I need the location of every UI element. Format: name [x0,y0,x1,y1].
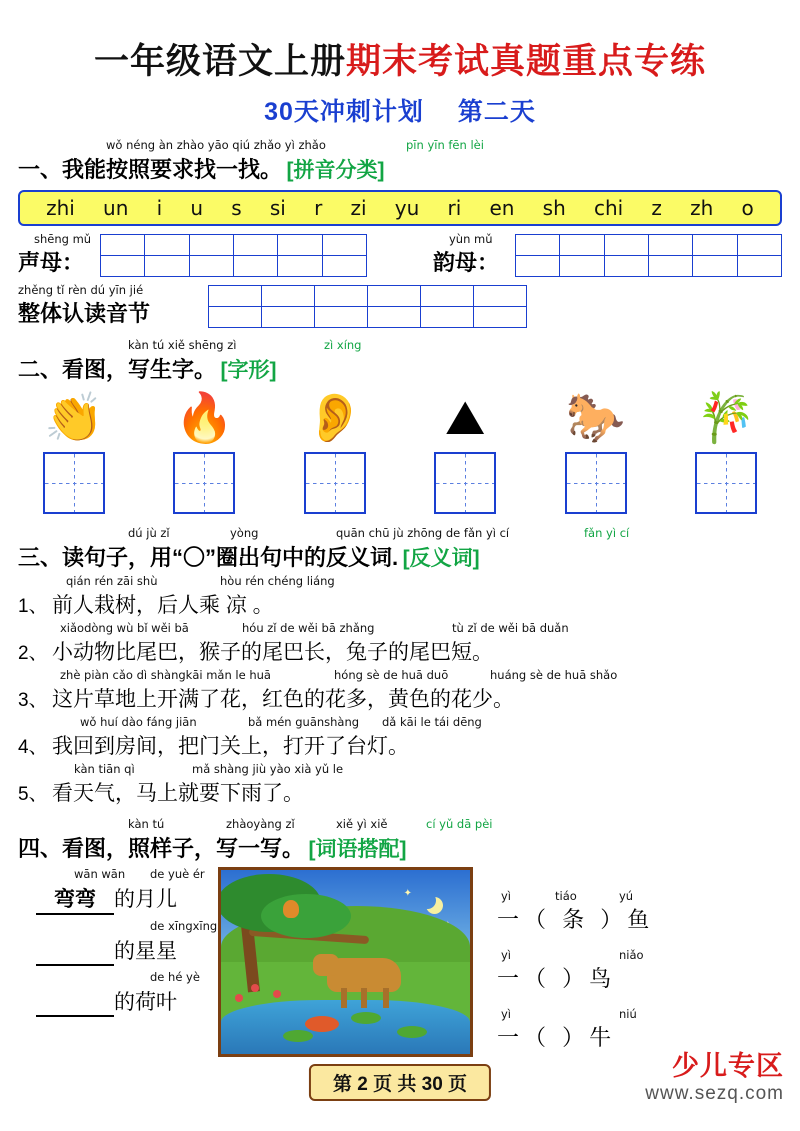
q2-tianzige-5[interactable] [565,452,627,514]
q3-item-1-number: 1、 [18,596,48,617]
q4-tag-pinyin: cí yǔ dā pèi [426,817,493,831]
q1-grid-shengmu[interactable] [100,234,367,277]
flower-icon-2 [273,990,281,998]
page-subtitle [18,92,782,128]
q4-body [18,867,782,1066]
q3-item-1 [18,574,782,619]
q4-heading-line [18,832,782,863]
q4-left-3-suffix: 的荷叶 [114,991,177,1014]
subtitle-plan: 30天冲刺计划 [264,98,424,126]
q3-item-3-text[interactable]: 这片草地上开满了花，红色的花多，黄色的花少。 [52,688,514,711]
q3-heading-line [18,541,782,572]
syllable-13: z [651,196,662,220]
cow-leg-2 [361,988,367,1008]
lily-pad-3 [283,1030,313,1042]
q4-left-1-suffix: 的月儿 [114,888,177,911]
q3-item-5-line [18,777,782,807]
q3-item-3 [18,668,782,713]
q2-tianzige-6[interactable] [695,452,757,514]
lily-pad-1 [351,1012,381,1024]
q3-item-4-line [18,730,782,760]
question-4 [18,817,782,1066]
q4-right-1-text[interactable]: 一（ 条 ）鱼 [497,907,655,932]
q1-heading-pinyin: wǒ néng àn zhào yāo qiú zhǎo yì zhǎo [106,138,326,152]
q3-tag-pinyin: fǎn yì cí [584,526,630,540]
q4-heading-pinyin-c: xiě yì xiě [336,817,388,831]
q4-left-1-blank[interactable]: 弯弯 [36,883,114,915]
q3-item-5-pinyin [52,762,782,777]
cow-leg-1 [341,988,347,1008]
q3-item-5 [18,762,782,807]
q3-item-2-pinyin-0: xiǎodòng wù bǐ wěi bā [60,621,189,635]
syllable-1: un [103,196,129,220]
q1-heading: 一、我能按照要求找一找。 [18,157,283,182]
moon-icon [419,892,436,909]
title-red-part: 期末考试真题重点专练 [346,42,707,81]
q4-left-3-pinyin-b: de hé yè [150,970,200,984]
q4-right-item-1 [497,889,782,934]
q1-heading-line [18,153,782,184]
syllable-3: u [190,196,204,220]
q3-item-1-pinyin [52,574,782,589]
page-title [18,0,782,84]
question-2 [18,338,782,514]
q1-label-yunmu [433,232,515,277]
syllable-4: s [231,196,242,220]
q1-grid-zhengti[interactable] [208,285,527,328]
q1-tag: [拼音分类] [286,159,385,182]
q3-heading: 三、读句子，用“〇”圈出句中的反义词. [18,545,399,570]
q3-item-2-text[interactable]: 小动物比尾巴，猴子的尾巴长，兔子的尾巴短。 [52,641,493,664]
q3-tag: [反义词] [402,547,480,570]
q4-left-item-3 [36,970,218,1017]
q1-label-zhengti-han: 整体认读音节 [18,301,151,326]
q4-tag: [词语搭配] [308,838,407,861]
q4-pinyin-row [18,817,782,832]
syllable-15: o [741,196,754,220]
q1-label-shengmu-pinyin: shēng mǔ [34,232,92,246]
q3-item-4-pinyin-0: wǒ huí dào fáng jiān [80,715,197,729]
q2-picture-cell-2 [156,390,252,514]
q3-item-3-pinyin-1: hóng sè de huā duō [334,668,449,682]
q2-picture-cell-6 [678,390,774,514]
syllable-12: chi [593,196,624,220]
q3-item-4 [18,715,782,760]
syllable-11: sh [542,196,566,220]
question-3 [18,526,782,807]
q3-pinyin-row [18,526,782,541]
q1-syllable-bar [18,190,782,226]
q1-label-shengmu-han: 声母： [18,250,85,275]
q4-right-3-text[interactable]: 一（ ）牛 [497,1025,617,1050]
q4-right-2-pinyin-3: niǎo [619,948,644,962]
q1-label-zhengti-pinyin: zhěng tǐ rèn dú yīn jié [18,283,144,297]
q3-item-4-pinyin-1: bǎ mén guānshàng [248,715,360,729]
q3-item-1-pinyin-0: qián rén zāi shù [66,574,158,588]
q1-grid-yunmu[interactable] [515,234,782,277]
q4-heading: 四、看图，照样子，写一写。 [18,836,305,861]
brand-name: 少儿专区 [672,1051,784,1081]
syllable-9: ri [447,196,462,220]
bird-icon [283,900,299,918]
q4-right-3-pinyin-3: niú [619,1007,637,1021]
syllable-7: zi [350,196,367,220]
tree-foliage-2 [261,894,351,938]
bamboo-icon: 🎋 [696,390,756,446]
syllable-0: zhi [46,196,75,220]
q3-item-3-pinyin-2: huáng sè de huā shǎo [490,668,618,682]
q1-answer-row-2 [18,283,782,328]
q4-heading-pinyin-a: kàn tú [128,817,165,831]
syllable-5: si [269,196,286,220]
cow-head [313,954,339,976]
q3-item-3-number: 3、 [18,690,48,711]
q3-heading-pinyin-c: quān chū jù zhōng de fǎn yì cí [336,526,510,540]
q2-pinyin-row [18,338,782,353]
q3-item-4-pinyin [52,715,782,730]
q4-right-1-pinyin-3: yú [619,889,634,903]
lily-pad-2 [397,1026,427,1038]
flower-icon-3 [235,994,243,1002]
q2-picture-cell-1 [26,390,122,514]
title-black-part: 一年级语文上册 [93,42,346,81]
q2-tianzige-4[interactable] [434,452,496,514]
q3-heading-pinyin-a: dú jù zǐ [128,526,170,540]
q3-heading-pinyin-b: yòng [230,526,259,540]
q3-item-2-line [18,636,782,666]
q2-picture-cell-4 [417,390,513,514]
q1-answer-row-1 [18,232,782,277]
q2-tianzige-1[interactable] [43,452,105,514]
q2-picture-cell-5 [548,390,644,514]
q2-tianzige-3[interactable] [304,452,366,514]
q2-heading: 二、看图，写生字。 [18,357,217,382]
star-icon-2: ✦ [403,888,412,899]
subtitle-day: 第二天 [457,98,536,126]
q4-left-2-pinyin-b: de xīngxīng [150,919,218,933]
q4-right-column [473,867,782,1066]
q3-item-4-text[interactable]: 我回到房间，把门关上，打开了台灯。 [52,735,409,758]
q3-item-2-pinyin-2: tù zǐ de wěi bā duǎn [452,621,569,635]
q1-pinyin-row [18,138,782,153]
brand-watermark [645,1044,784,1105]
q3-item-1-text[interactable]: 前人栽树，后人乘 凉 。 [52,594,274,617]
q2-heading-pinyin: kàn tú xiě shēng zì [128,338,237,352]
q4-right-item-2 [497,948,782,993]
q1-label-yunmu-han: 韵母： [433,250,500,275]
horse-icon: 🐎 [565,390,626,446]
q3-item-4-number: 4、 [18,737,48,758]
q4-left-2-suffix: 的星星 [114,940,177,963]
q4-right-1-pinyin-2: tiáo [555,889,577,903]
q3-item-3-line [18,683,782,713]
q2-picture-cell-3 [287,390,383,514]
q1-tag-pinyin: pīn yīn fēn lèi [406,138,484,152]
q3-item-5-pinyin-0: kàn tiān qì [74,762,135,776]
flower-icon-1 [251,984,259,992]
q3-item-4-pinyin-2: dǎ kāi le tái dēng [382,715,482,729]
q4-illustration [218,867,473,1057]
q4-left-1-pinyin-a: wān wān [74,867,126,881]
q2-tianzige-2[interactable] [173,452,235,514]
cow-leg-3 [383,988,389,1008]
q3-item-2 [18,621,782,666]
syllable-2: i [156,196,163,220]
q3-item-3-pinyin [52,668,782,683]
fish-icon [305,1016,339,1032]
q3-item-2-pinyin-1: hóu zǐ de wěi bā zhǎng [242,621,375,635]
q4-left-column [18,867,218,1066]
q4-right-1-pinyin-1: yì [501,889,512,903]
q3-item-1-pinyin-1: hòu rén chéng liáng [220,574,335,588]
q1-label-yunmu-pinyin: yùn mǔ [449,232,493,246]
q4-right-3-pinyin-1: yì [501,1007,512,1021]
q3-item-2-pinyin [52,621,782,636]
q4-left-item-1 [36,867,218,915]
q1-label-zhengti [18,283,208,328]
q3-item-5-pinyin-1: mǎ shàng jiù yào xià yǔ le [192,762,344,776]
q2-heading-line [18,353,782,384]
q3-item-1-line [18,589,782,619]
q4-left-2-blank[interactable] [36,940,114,966]
ear-icon: 👂 [304,390,365,446]
q2-tag: [字形] [220,359,277,382]
q2-picture-row [18,390,782,514]
q4-left-1-pinyin-b: de yuè ér [150,867,205,881]
q3-item-2-number: 2、 [18,643,48,664]
brand-url: www.sezq.com [645,1083,784,1104]
hand-icon: 👏 [44,390,104,446]
q4-left-3-blank[interactable] [36,991,114,1017]
page-number-badge: 第 2 页 共 30 页 [309,1064,491,1101]
syllable-8: yu [394,196,420,220]
q2-tag-pinyin: zì xíng [324,338,362,352]
syllable-6: r [314,196,323,220]
question-1 [18,138,782,328]
q4-left-item-2 [36,919,218,966]
q1-label-shengmu [18,232,100,277]
q3-item-3-pinyin-0: zhè piàn cǎo dì shàngkāi mǎn le huā [60,668,271,682]
fire-icon: 🔥 [174,390,235,446]
q4-right-2-pinyin-1: yì [501,948,512,962]
q3-item-5-text[interactable]: 看天气，马上就要下雨了。 [52,782,304,805]
syllable-10: en [489,196,515,220]
illustration-river [221,1000,470,1054]
syllable-14: zh [690,196,714,220]
mountain-icon: ⛰ [445,390,486,446]
q4-heading-pinyin-b: zhàoyàng zǐ [226,817,295,831]
q4-right-2-text[interactable]: 一（ ）鸟 [497,966,617,991]
q3-item-5-number: 5、 [18,784,48,805]
